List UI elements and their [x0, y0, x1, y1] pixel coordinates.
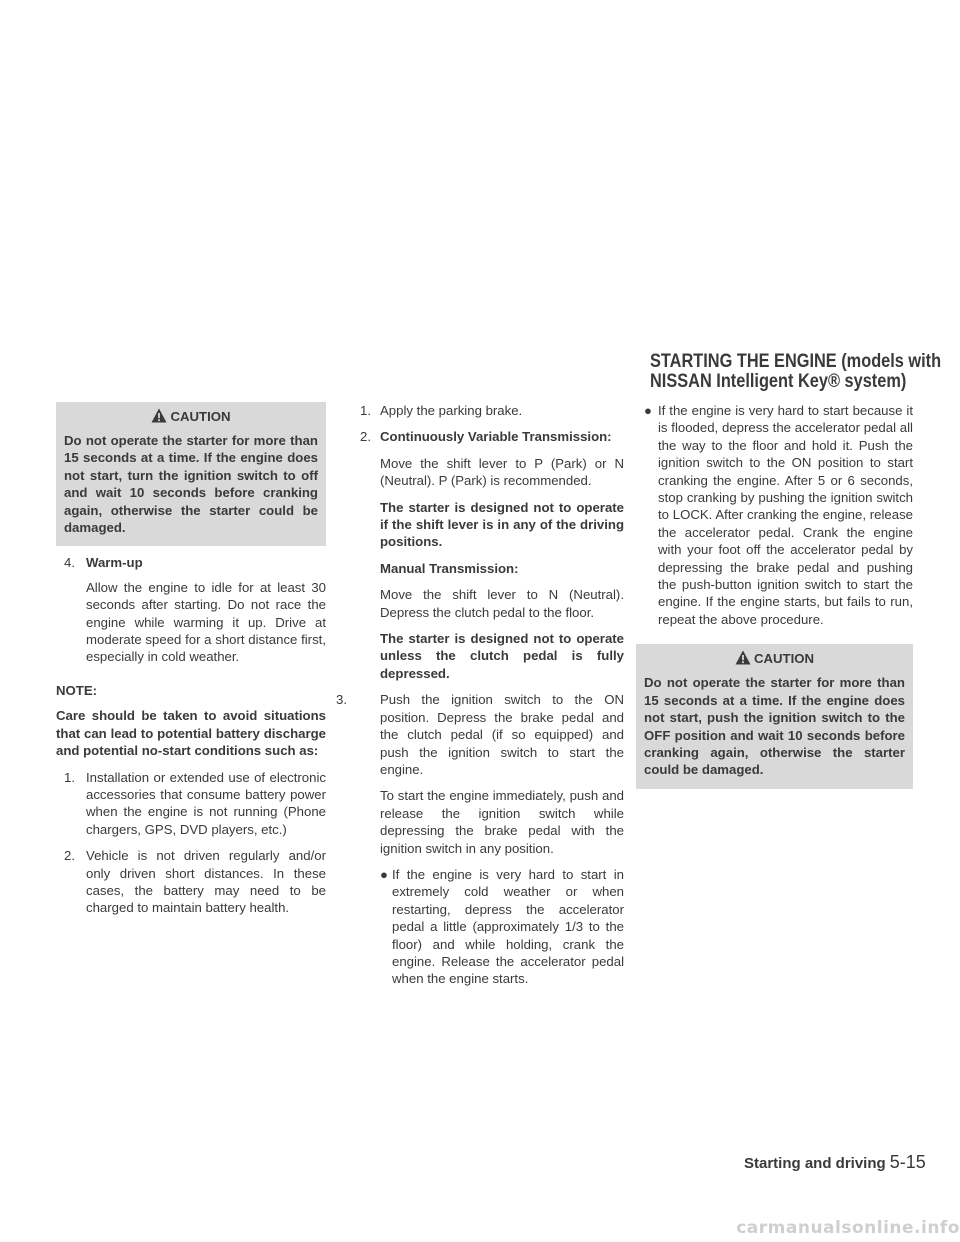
note-intro: Care should be taken to avoid situations that can lead to potential battery discharge and potential no-start conditions such as:: [56, 708, 326, 759]
caution-header: [64, 402, 318, 432]
bullet-text: If the engine is very hard to start in extremely cold weather or when restarting, depress the accelerator pedal a little (approximately 1/3 to the floor) and while holding, crank the engine. Release the accelerator pedal when the engine starts.: [392, 866, 624, 987]
caution-text: Do not operate the starter for more than 15 seconds at a time. If the engine does not start, turn the ignition switch to off and wait 10 seconds before cranking again, otherwise the starter could be damaged.: [64, 433, 318, 536]
watermark: carmanualsonline.info: [736, 1218, 960, 1238]
step-ignition: [336, 691, 624, 988]
footer-section: Starting and driving: [744, 1155, 886, 1172]
note-item-text: Vehicle is not driven regularly and/or only driven short distances. In these cases, the battery may need to be charged to maintain battery health.: [86, 848, 326, 916]
step-text-2: To start the engine immediately, push and release the ignition switch while depressing the brake pedal with the ignition switch in any position.: [380, 788, 624, 856]
step-number: 3.: [336, 692, 347, 708]
bullet-icon: ●: [644, 403, 652, 418]
step-text: Push the ignition switch to the ON position. Depress the brake pedal and the clutch pedal (if so equipped) and push the ignition switch to start the engine.: [380, 692, 624, 777]
column-middle: [336, 402, 624, 988]
note-item-number: 1.: [64, 769, 75, 785]
step-warning: The starter is designed not to operate if the shift lever is in any of the driving positions.: [380, 499, 624, 550]
column-left: [56, 402, 326, 917]
section-title: [650, 351, 942, 392]
step-text: Apply the parking brake.: [380, 403, 523, 418]
section-title-line1: STARTING THE ENGINE (models with: [650, 351, 942, 372]
bullet-text: If the engine is very hard to start because it is flooded, depress the accelerator pedal all the way to the floor and hold it. Push the ignition switch to the ON position to start cranking the engine. After 5 or 6 seconds, stop cranking by pushing the ignition switch to LOCK. After cranking the engine, release the accelerator pedal. Crank the engine with your foot off the accelerator pedal by depressing the brake pedal and pushing the push-button ignition switch to start the engine. If the engine starts, but fails to run, repeat the above procedure.: [658, 403, 913, 627]
step-number: 4.: [64, 555, 75, 571]
step-text: Move the shift lever to P (Park) or N (Neutral). P (Park) is recommended.: [380, 455, 624, 489]
step-text: Allow the engine to idle for at least 30 seconds after starting. Do not race the engine while warming it up. Drive at moderate speed for a short distance first, especially in cold weather.: [86, 579, 326, 665]
flooded-bullet: [644, 402, 913, 628]
note-heading: NOTE:: [56, 682, 98, 698]
step-title: Continuously Variable Transmission:: [380, 429, 612, 445]
step-number: 2.: [360, 429, 371, 445]
manual-text: Move the shift lever to N (Neutral). Depress the clutch pedal to the floor.: [380, 587, 624, 620]
step-warm-up: [56, 554, 326, 665]
step-number: 1.: [360, 403, 371, 418]
section-title-line2: NISSAN Intelligent Key® system): [650, 371, 907, 392]
caution-box: [56, 402, 326, 546]
note-item: [64, 769, 326, 839]
manual-title: Manual Transmission:: [380, 560, 519, 576]
bullet-icon: ●: [380, 866, 388, 882]
note-item-number: 2.: [64, 848, 75, 864]
step-title: Warm-up: [86, 555, 143, 571]
caution-label: CAUTION: [753, 651, 815, 667]
step-transmission: [358, 428, 624, 682]
step-bullet: [380, 866, 624, 988]
caution-text: Do not operate the starter for more than 15 seconds at a time. If the engine does not start, push the ignition switch to the OFF position and wait 10 seconds before cranking again, otherwise the starter could be damaged.: [644, 675, 905, 778]
column-right: [636, 402, 913, 789]
caution-box: [636, 644, 913, 788]
page-footer: [744, 1154, 944, 1172]
caution-label: CAUTION: [170, 409, 231, 424]
warning-icon: [735, 650, 751, 665]
caution-header: [644, 644, 905, 674]
manual-warning: The starter is designed not to operate unless the clutch pedal is fully depressed.: [380, 631, 624, 681]
note-item-text: Installation or extended use of electronic accessories that consume battery power when the engine is not running (Phone chargers, GPS, DVD players, etc.): [86, 769, 326, 837]
warning-icon: [151, 408, 167, 423]
step-parking-brake: [358, 402, 624, 419]
note-item: [64, 847, 326, 917]
page-number: 5-15: [889, 1152, 926, 1172]
